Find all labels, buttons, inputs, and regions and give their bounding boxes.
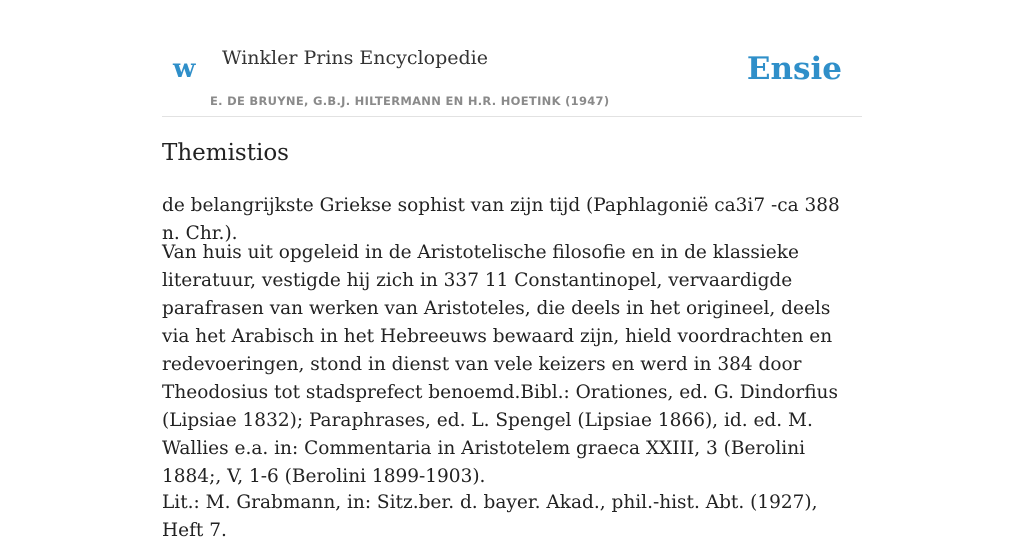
source-authors: E. DE BRUYNE, G.B.J. HILTERMANN EN H.R. HOETINK (1947) bbox=[210, 94, 610, 108]
winkler-prins-logo[interactable]: w bbox=[173, 54, 196, 84]
article-paragraph: Van huis uit opgeleid in de Aristotelische filosofie en in de klassieke literatuur, vestigde hij zich in 337 11 Constantinopel, vervaardigde parafrasen van werken van Aristoteles, die deels in het origineel, deels via het Arabisch in het Hebreeuws bewaard zijn, hield voordrachten en redevoeringen, stond in dienst van vele keizers en werd in 384 door Theodosius tot stadsprefect benoemd.Bibl.: Orationes, ed. G. Dindorfius (Lipsiae 1832); Paraphrases, ed. L. Spengel (Lipsiae 1866), id. ed. M. Wallies e.a. in: Commentaria in Aristotelem graeca XXIII, 3 (Berolini 1884;, V, 1-6 (Berolini 1899-1903). bbox=[162, 242, 838, 487]
ensie-logo[interactable]: Ensie bbox=[746, 51, 842, 87]
article-paragraph: Lit.: M. Grabmann, in: Sitz.ber. d. bayer. Akad., phil.-hist. Abt. (1927), Heft 7. bbox=[162, 492, 818, 541]
source-title[interactable]: Winkler Prins Encyclopedie bbox=[222, 47, 488, 69]
article-title: Themistios bbox=[162, 140, 289, 166]
article-paragraph: de belangrijkste Griekse sophist van zijn tijd (Paphlagonië ca3i7 -ca 388 n. Chr.). bbox=[162, 195, 840, 244]
page-header bbox=[162, 40, 862, 117]
